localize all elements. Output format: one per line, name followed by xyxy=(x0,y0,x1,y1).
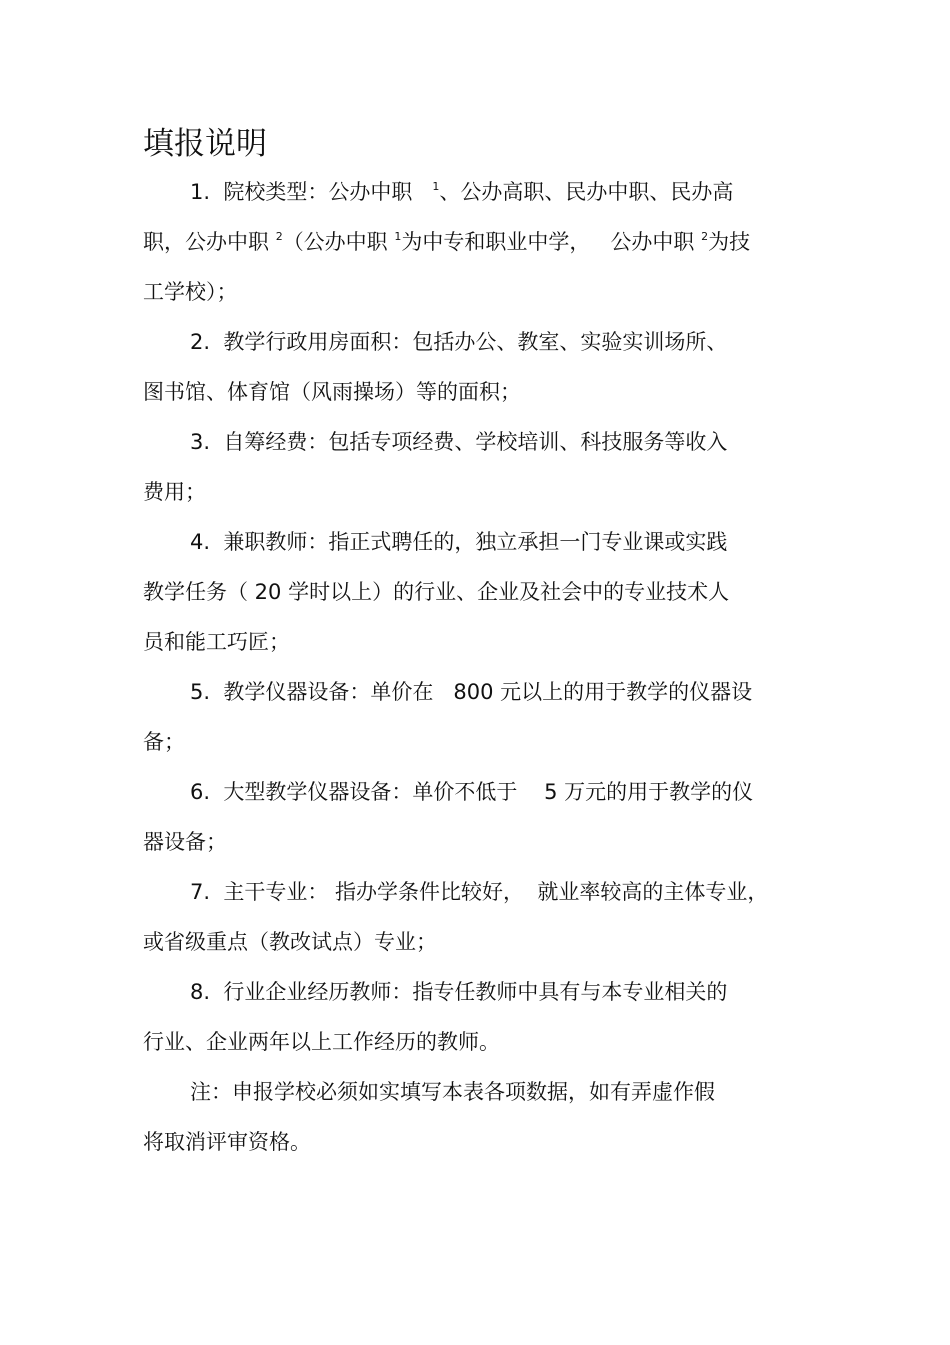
instruction-line xyxy=(190,777,753,807)
line-text: 备； xyxy=(143,730,185,754)
instruction-line xyxy=(143,827,227,857)
instruction-line xyxy=(190,677,752,707)
instruction-line xyxy=(190,427,727,457)
footnote-superscript: 1 xyxy=(432,180,440,193)
line-text: 图书馆、体育馆（风雨操场）等的面积； xyxy=(143,380,521,404)
line-text: 1. 院校类型：公办中职 xyxy=(190,180,433,204)
line-text: 行业、企业两年以上工作经历的教师。 xyxy=(143,1030,500,1054)
line-text: 2. 教学行政用房面积：包括办公、教室、实验实训场所、 xyxy=(190,330,728,354)
line-text: 为技 xyxy=(708,230,751,254)
instruction-line xyxy=(190,177,733,207)
line-text: 教学任务（ 20 学时以上）的行业、企业及社会中的专业技术人 xyxy=(143,580,730,604)
line-text: 工学校）； xyxy=(143,280,238,304)
instruction-line xyxy=(190,877,768,907)
line-text: 8. 行业企业经历教师：指专任教师中具有与本专业相关的 xyxy=(190,980,728,1004)
instruction-line xyxy=(190,1077,715,1107)
line-text: 4. 兼职教师：指正式聘任的，独立承担一门专业课或实践 xyxy=(190,530,728,554)
footnote-superscript: 2 xyxy=(275,230,283,243)
instruction-line xyxy=(143,377,521,407)
instruction-line xyxy=(190,977,727,1007)
instruction-line xyxy=(143,477,206,507)
page-title: 填报说明 xyxy=(143,126,267,162)
line-text: 6. 大型教学仪器设备：单价不低于 5 万元的用于教学的仪 xyxy=(190,780,754,804)
line-text: 费用； xyxy=(143,480,206,504)
instruction-line xyxy=(143,1027,500,1057)
line-text: 器设备； xyxy=(143,830,227,854)
instruction-line xyxy=(143,277,238,307)
line-text: 员和能工巧匠； xyxy=(143,630,290,654)
line-text: 职，公办中职 xyxy=(143,230,276,254)
footnote-superscript: 2 xyxy=(701,230,709,243)
line-text: 为中专和职业中学， 公办中职 xyxy=(401,230,702,254)
line-text: 3. 自筹经费：包括专项经费、学校培训、科技服务等收入 xyxy=(190,430,728,454)
instruction-line xyxy=(190,327,727,357)
line-text: 5. 教学仪器设备：单价在 800 元以上的用于教学的仪器设 xyxy=(190,680,753,704)
instruction-line xyxy=(143,727,185,757)
instruction-line xyxy=(143,227,750,257)
instruction-line xyxy=(143,927,437,957)
instruction-line xyxy=(190,527,727,557)
line-text: 将取消评审资格。 xyxy=(143,1130,311,1154)
line-text: 7. 主干专业： 指办学条件比较好， 就业率较高的主体专业， xyxy=(190,880,769,904)
instruction-line xyxy=(143,627,290,657)
instruction-line xyxy=(143,577,729,607)
footnote-superscript: 1 xyxy=(394,230,402,243)
line-text: 或省级重点（教改试点）专业； xyxy=(143,930,437,954)
instruction-line xyxy=(143,1127,311,1157)
line-text: 注：申报学校必须如实填写本表各项数据，如有弄虚作假 xyxy=(190,1080,715,1104)
line-text: 、公办高职、民办中职、民办高 xyxy=(439,180,734,204)
line-text: （公办中职 xyxy=(282,230,395,254)
